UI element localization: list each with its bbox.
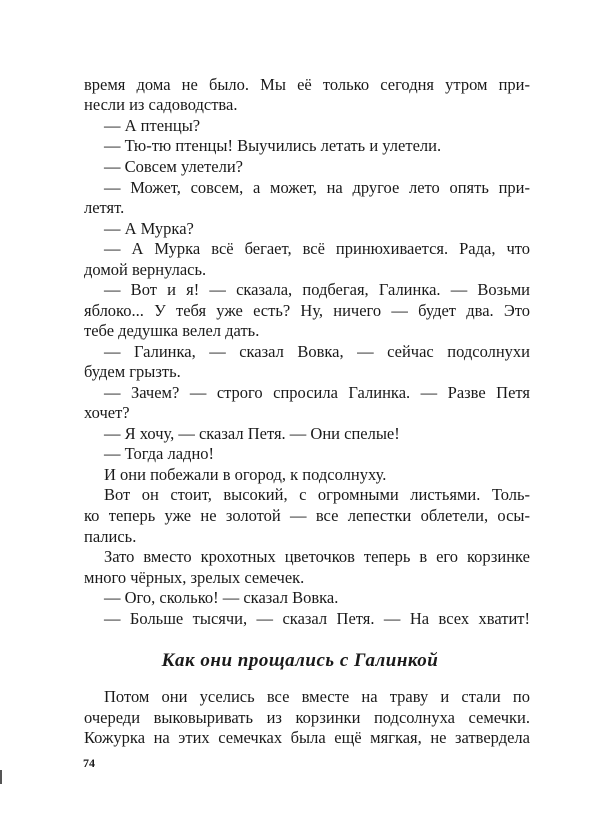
text-line: летят. xyxy=(84,198,125,217)
text-line: — Вот и я! — сказала, подбегая, Галинка. — Возьми xyxy=(104,280,530,299)
text-line: — Больше тысячи, — сказал Петя. — На всех хватит! xyxy=(104,609,530,628)
text-line: будем грызть. xyxy=(84,362,181,381)
text-line: — Тогда ладно! xyxy=(104,444,215,463)
text-line: — Я хочу, — сказал Петя. — Они спелые! xyxy=(104,424,400,443)
text-line: много чёрных, зрелых семечек. xyxy=(84,568,305,587)
text-line: — Галинка, — сказал Вовка, — сейчас подсолнухи xyxy=(104,342,530,361)
text-line: — Зачем? — строго спросила Галинка. — Разве Петя xyxy=(104,383,530,402)
text-line: Вот он стоит, высокий, с огромными листьями. Толь- xyxy=(104,485,530,504)
text-line: — Совсем улетели? xyxy=(104,157,243,176)
text-line: время дома не было. Мы её только сегодня утром при- xyxy=(84,75,530,94)
text-line: — А Мурка? xyxy=(104,219,194,238)
text-line: — А птенцы? xyxy=(104,116,201,135)
chapter-heading: Как они прощались с Галинкой xyxy=(161,650,439,671)
text-line: очереди выковыривать из корзинки подсолнуха семечки. xyxy=(84,708,530,727)
text-line: несли из садоводства. xyxy=(84,95,238,114)
page-number: 74 xyxy=(83,756,95,770)
text-line: хочет? xyxy=(84,403,130,422)
text-line: — Может, совсем, а может, на другое лето опять при- xyxy=(104,178,530,197)
text-line: И они побежали в огород, к подсолнуху. xyxy=(104,465,387,484)
text-line: — Тю-тю птенцы! Выучились летать и улетели. xyxy=(104,136,442,155)
text-line: Кожурка на этих семечках была ещё мягкая, не затвердела xyxy=(84,728,530,747)
text-line: — А Мурка всё бегает, всё принюхивается. Рада, что xyxy=(104,239,530,258)
text-line: ко теперь уже не золотой — все лепестки облетели, осы- xyxy=(84,506,530,525)
text-line: тебе дедушка велел дать. xyxy=(84,321,260,340)
text-line: — Ого, сколько! — сказал Вовка. xyxy=(104,588,339,607)
text-line: пались. xyxy=(84,527,137,546)
text-line: Потом они уселись все вместе на траву и стали по xyxy=(104,687,530,706)
scan-edge-mark xyxy=(0,770,2,784)
text-line: домой вернулась. xyxy=(84,260,207,279)
text-line: яблоко... У тебя уже есть? Ну, ничего — будет два. Это xyxy=(84,301,530,320)
text-line: Зато вместо крохотных цветочков теперь в его корзинке xyxy=(104,547,530,566)
